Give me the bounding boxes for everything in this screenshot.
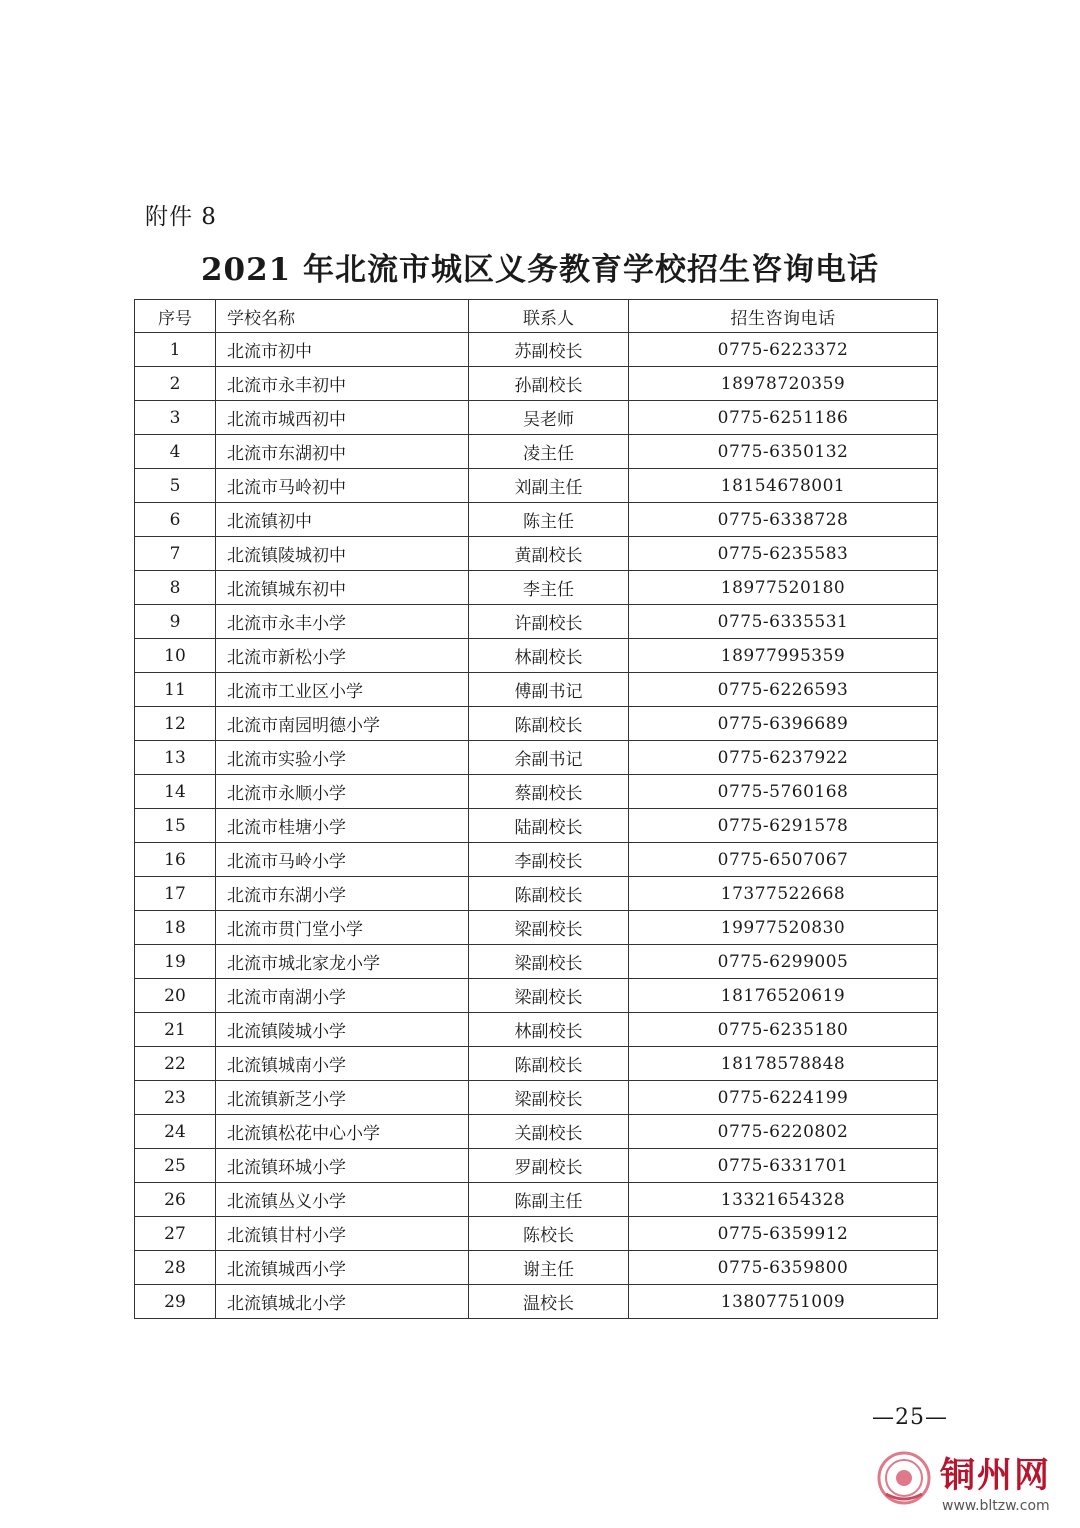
cell-contact: 凌主任 <box>469 435 629 469</box>
cell-contact: 陈副校长 <box>469 1047 629 1081</box>
table-row <box>135 911 938 945</box>
cell-contact: 谢主任 <box>469 1251 629 1285</box>
cell-index: 18 <box>135 911 216 945</box>
cell-phone: 0775-6235583 <box>629 537 938 571</box>
table-row <box>135 1013 938 1047</box>
table-row <box>135 809 938 843</box>
cell-phone: 0775-6220802 <box>629 1115 938 1149</box>
cell-school-name: 北流镇陵城初中 <box>216 537 469 571</box>
cell-phone: 0775-6299005 <box>629 945 938 979</box>
table-row <box>135 537 938 571</box>
cell-phone: 0775-6350132 <box>629 435 938 469</box>
attachment-label: 附件 8 <box>145 204 217 230</box>
cell-phone: 0775-6359912 <box>629 1217 938 1251</box>
table-row <box>135 877 938 911</box>
cell-school-name: 北流市东湖小学 <box>216 877 469 911</box>
watermark-name: 铜州网 <box>940 1455 1052 1496</box>
table-row <box>135 503 938 537</box>
cell-index: 1 <box>135 333 216 367</box>
cell-contact: 苏副校长 <box>469 333 629 367</box>
cell-contact: 陈副校长 <box>469 707 629 741</box>
cell-phone: 0775-6235180 <box>629 1013 938 1047</box>
cell-phone: 0775-6291578 <box>629 809 938 843</box>
cell-school-name: 北流市桂塘小学 <box>216 809 469 843</box>
cell-contact: 吴老师 <box>469 401 629 435</box>
cell-index: 14 <box>135 775 216 809</box>
cell-phone: 0775-6335531 <box>629 605 938 639</box>
cell-school-name: 北流市马岭初中 <box>216 469 469 503</box>
cell-index: 22 <box>135 1047 216 1081</box>
site-watermark <box>876 1448 1076 1524</box>
cell-contact: 许副校长 <box>469 605 629 639</box>
cell-index: 8 <box>135 571 216 605</box>
table-row <box>135 1217 938 1251</box>
cell-phone: 0775-6359800 <box>629 1251 938 1285</box>
cell-index: 5 <box>135 469 216 503</box>
document-title: 2021 年北流市城区义务教育学校招生咨询电话 <box>200 252 880 288</box>
cell-index: 4 <box>135 435 216 469</box>
cell-index: 25 <box>135 1149 216 1183</box>
cell-index: 26 <box>135 1183 216 1217</box>
cell-phone: 0775-6226593 <box>629 673 938 707</box>
cell-contact: 陈副主任 <box>469 1183 629 1217</box>
cell-phone: 18176520619 <box>629 979 938 1013</box>
table-row <box>135 401 938 435</box>
cell-phone: 0775-6223372 <box>629 333 938 367</box>
cell-school-name: 北流市实验小学 <box>216 741 469 775</box>
cell-contact: 罗副校长 <box>469 1149 629 1183</box>
cell-phone: 0775-6237922 <box>629 741 938 775</box>
table-row <box>135 435 938 469</box>
cell-contact: 林副校长 <box>469 639 629 673</box>
table-row <box>135 1115 938 1149</box>
cell-contact: 刘副主任 <box>469 469 629 503</box>
cell-phone: 18978720359 <box>629 367 938 401</box>
cell-school-name: 北流镇城南小学 <box>216 1047 469 1081</box>
cell-contact: 温校长 <box>469 1285 629 1319</box>
cell-school-name: 北流市贯门堂小学 <box>216 911 469 945</box>
cell-contact: 陈副校长 <box>469 877 629 911</box>
cell-phone: 18977520180 <box>629 571 938 605</box>
table-row <box>135 1183 938 1217</box>
page-number: —25— <box>872 1405 948 1430</box>
cell-index: 19 <box>135 945 216 979</box>
cell-index: 16 <box>135 843 216 877</box>
cell-school-name: 北流市南园明德小学 <box>216 707 469 741</box>
header-index: 序号 <box>135 300 216 333</box>
cell-index: 15 <box>135 809 216 843</box>
cell-phone: 17377522668 <box>629 877 938 911</box>
cell-phone: 0775-6396689 <box>629 707 938 741</box>
cell-school-name: 北流镇陵城小学 <box>216 1013 469 1047</box>
cell-school-name: 北流镇松花中心小学 <box>216 1115 469 1149</box>
cell-index: 21 <box>135 1013 216 1047</box>
cell-school-name: 北流镇城西小学 <box>216 1251 469 1285</box>
cell-contact: 林副校长 <box>469 1013 629 1047</box>
cell-phone: 0775-6331701 <box>629 1149 938 1183</box>
watermark-url: www.bltzw.com <box>942 1498 1050 1514</box>
table-row <box>135 741 938 775</box>
cell-school-name: 北流镇城东初中 <box>216 571 469 605</box>
cell-index: 27 <box>135 1217 216 1251</box>
cell-index: 12 <box>135 707 216 741</box>
cell-phone: 18977995359 <box>629 639 938 673</box>
cell-contact: 关副校长 <box>469 1115 629 1149</box>
table-row <box>135 605 938 639</box>
cell-phone: 13321654328 <box>629 1183 938 1217</box>
cell-school-name: 北流市永丰小学 <box>216 605 469 639</box>
cell-school-name: 北流镇环城小学 <box>216 1149 469 1183</box>
cell-phone: 19977520830 <box>629 911 938 945</box>
table-row <box>135 1047 938 1081</box>
table-row <box>135 1149 938 1183</box>
cell-contact: 陈校长 <box>469 1217 629 1251</box>
cell-phone: 0775-6251186 <box>629 401 938 435</box>
cell-school-name: 北流镇新芝小学 <box>216 1081 469 1115</box>
table-row <box>135 333 938 367</box>
cell-index: 7 <box>135 537 216 571</box>
cell-school-name: 北流市永顺小学 <box>216 775 469 809</box>
cell-contact: 陆副校长 <box>469 809 629 843</box>
cell-contact: 李副校长 <box>469 843 629 877</box>
table-row <box>135 639 938 673</box>
table-row <box>135 707 938 741</box>
cell-index: 23 <box>135 1081 216 1115</box>
table-row <box>135 1081 938 1115</box>
cell-contact: 李主任 <box>469 571 629 605</box>
table-row <box>135 1285 938 1319</box>
cell-school-name: 北流市初中 <box>216 333 469 367</box>
cell-index: 2 <box>135 367 216 401</box>
cell-school-name: 北流镇城北小学 <box>216 1285 469 1319</box>
cell-phone: 0775-6338728 <box>629 503 938 537</box>
table-row <box>135 1251 938 1285</box>
header-school: 学校名称 <box>216 300 469 333</box>
cell-phone: 0775-6507067 <box>629 843 938 877</box>
cell-contact: 梁副校长 <box>469 911 629 945</box>
enrollment-contact-table <box>134 299 938 1319</box>
cell-index: 20 <box>135 979 216 1013</box>
table-row <box>135 469 938 503</box>
cell-index: 24 <box>135 1115 216 1149</box>
cell-school-name: 北流镇初中 <box>216 503 469 537</box>
cell-contact: 傅副书记 <box>469 673 629 707</box>
cell-school-name: 北流市东湖初中 <box>216 435 469 469</box>
cell-phone: 18154678001 <box>629 469 938 503</box>
cell-school-name: 北流市城西初中 <box>216 401 469 435</box>
cell-index: 9 <box>135 605 216 639</box>
cell-phone: 0775-6224199 <box>629 1081 938 1115</box>
cell-phone: 18178578848 <box>629 1047 938 1081</box>
table-row <box>135 367 938 401</box>
cell-contact: 蔡副校长 <box>469 775 629 809</box>
cell-index: 28 <box>135 1251 216 1285</box>
cell-index: 10 <box>135 639 216 673</box>
cell-school-name: 北流市新松小学 <box>216 639 469 673</box>
cell-phone: 0775-5760168 <box>629 775 938 809</box>
cell-school-name: 北流市马岭小学 <box>216 843 469 877</box>
cell-school-name: 北流市工业区小学 <box>216 673 469 707</box>
header-phone: 招生咨询电话 <box>629 300 938 333</box>
cell-index: 6 <box>135 503 216 537</box>
cell-index: 17 <box>135 877 216 911</box>
cell-school-name: 北流市南湖小学 <box>216 979 469 1013</box>
cell-school-name: 北流市永丰初中 <box>216 367 469 401</box>
header-contact: 联系人 <box>469 300 629 333</box>
cell-index: 3 <box>135 401 216 435</box>
seal-logo-icon <box>876 1450 932 1506</box>
cell-contact: 黄副校长 <box>469 537 629 571</box>
cell-school-name: 北流市城北家龙小学 <box>216 945 469 979</box>
table-row <box>135 979 938 1013</box>
cell-contact: 梁副校长 <box>469 1081 629 1115</box>
cell-contact: 陈主任 <box>469 503 629 537</box>
cell-index: 11 <box>135 673 216 707</box>
cell-contact: 余副书记 <box>469 741 629 775</box>
table-body <box>135 333 938 1319</box>
table-row <box>135 843 938 877</box>
cell-school-name: 北流镇甘村小学 <box>216 1217 469 1251</box>
cell-phone: 13807751009 <box>629 1285 938 1319</box>
cell-contact: 孙副校长 <box>469 367 629 401</box>
cell-index: 29 <box>135 1285 216 1319</box>
table-row <box>135 945 938 979</box>
table-header-row <box>135 300 938 333</box>
table-row <box>135 571 938 605</box>
cell-contact: 梁副校长 <box>469 945 629 979</box>
table-row <box>135 673 938 707</box>
cell-index: 13 <box>135 741 216 775</box>
table-row <box>135 775 938 809</box>
cell-contact: 梁副校长 <box>469 979 629 1013</box>
cell-school-name: 北流镇丛义小学 <box>216 1183 469 1217</box>
